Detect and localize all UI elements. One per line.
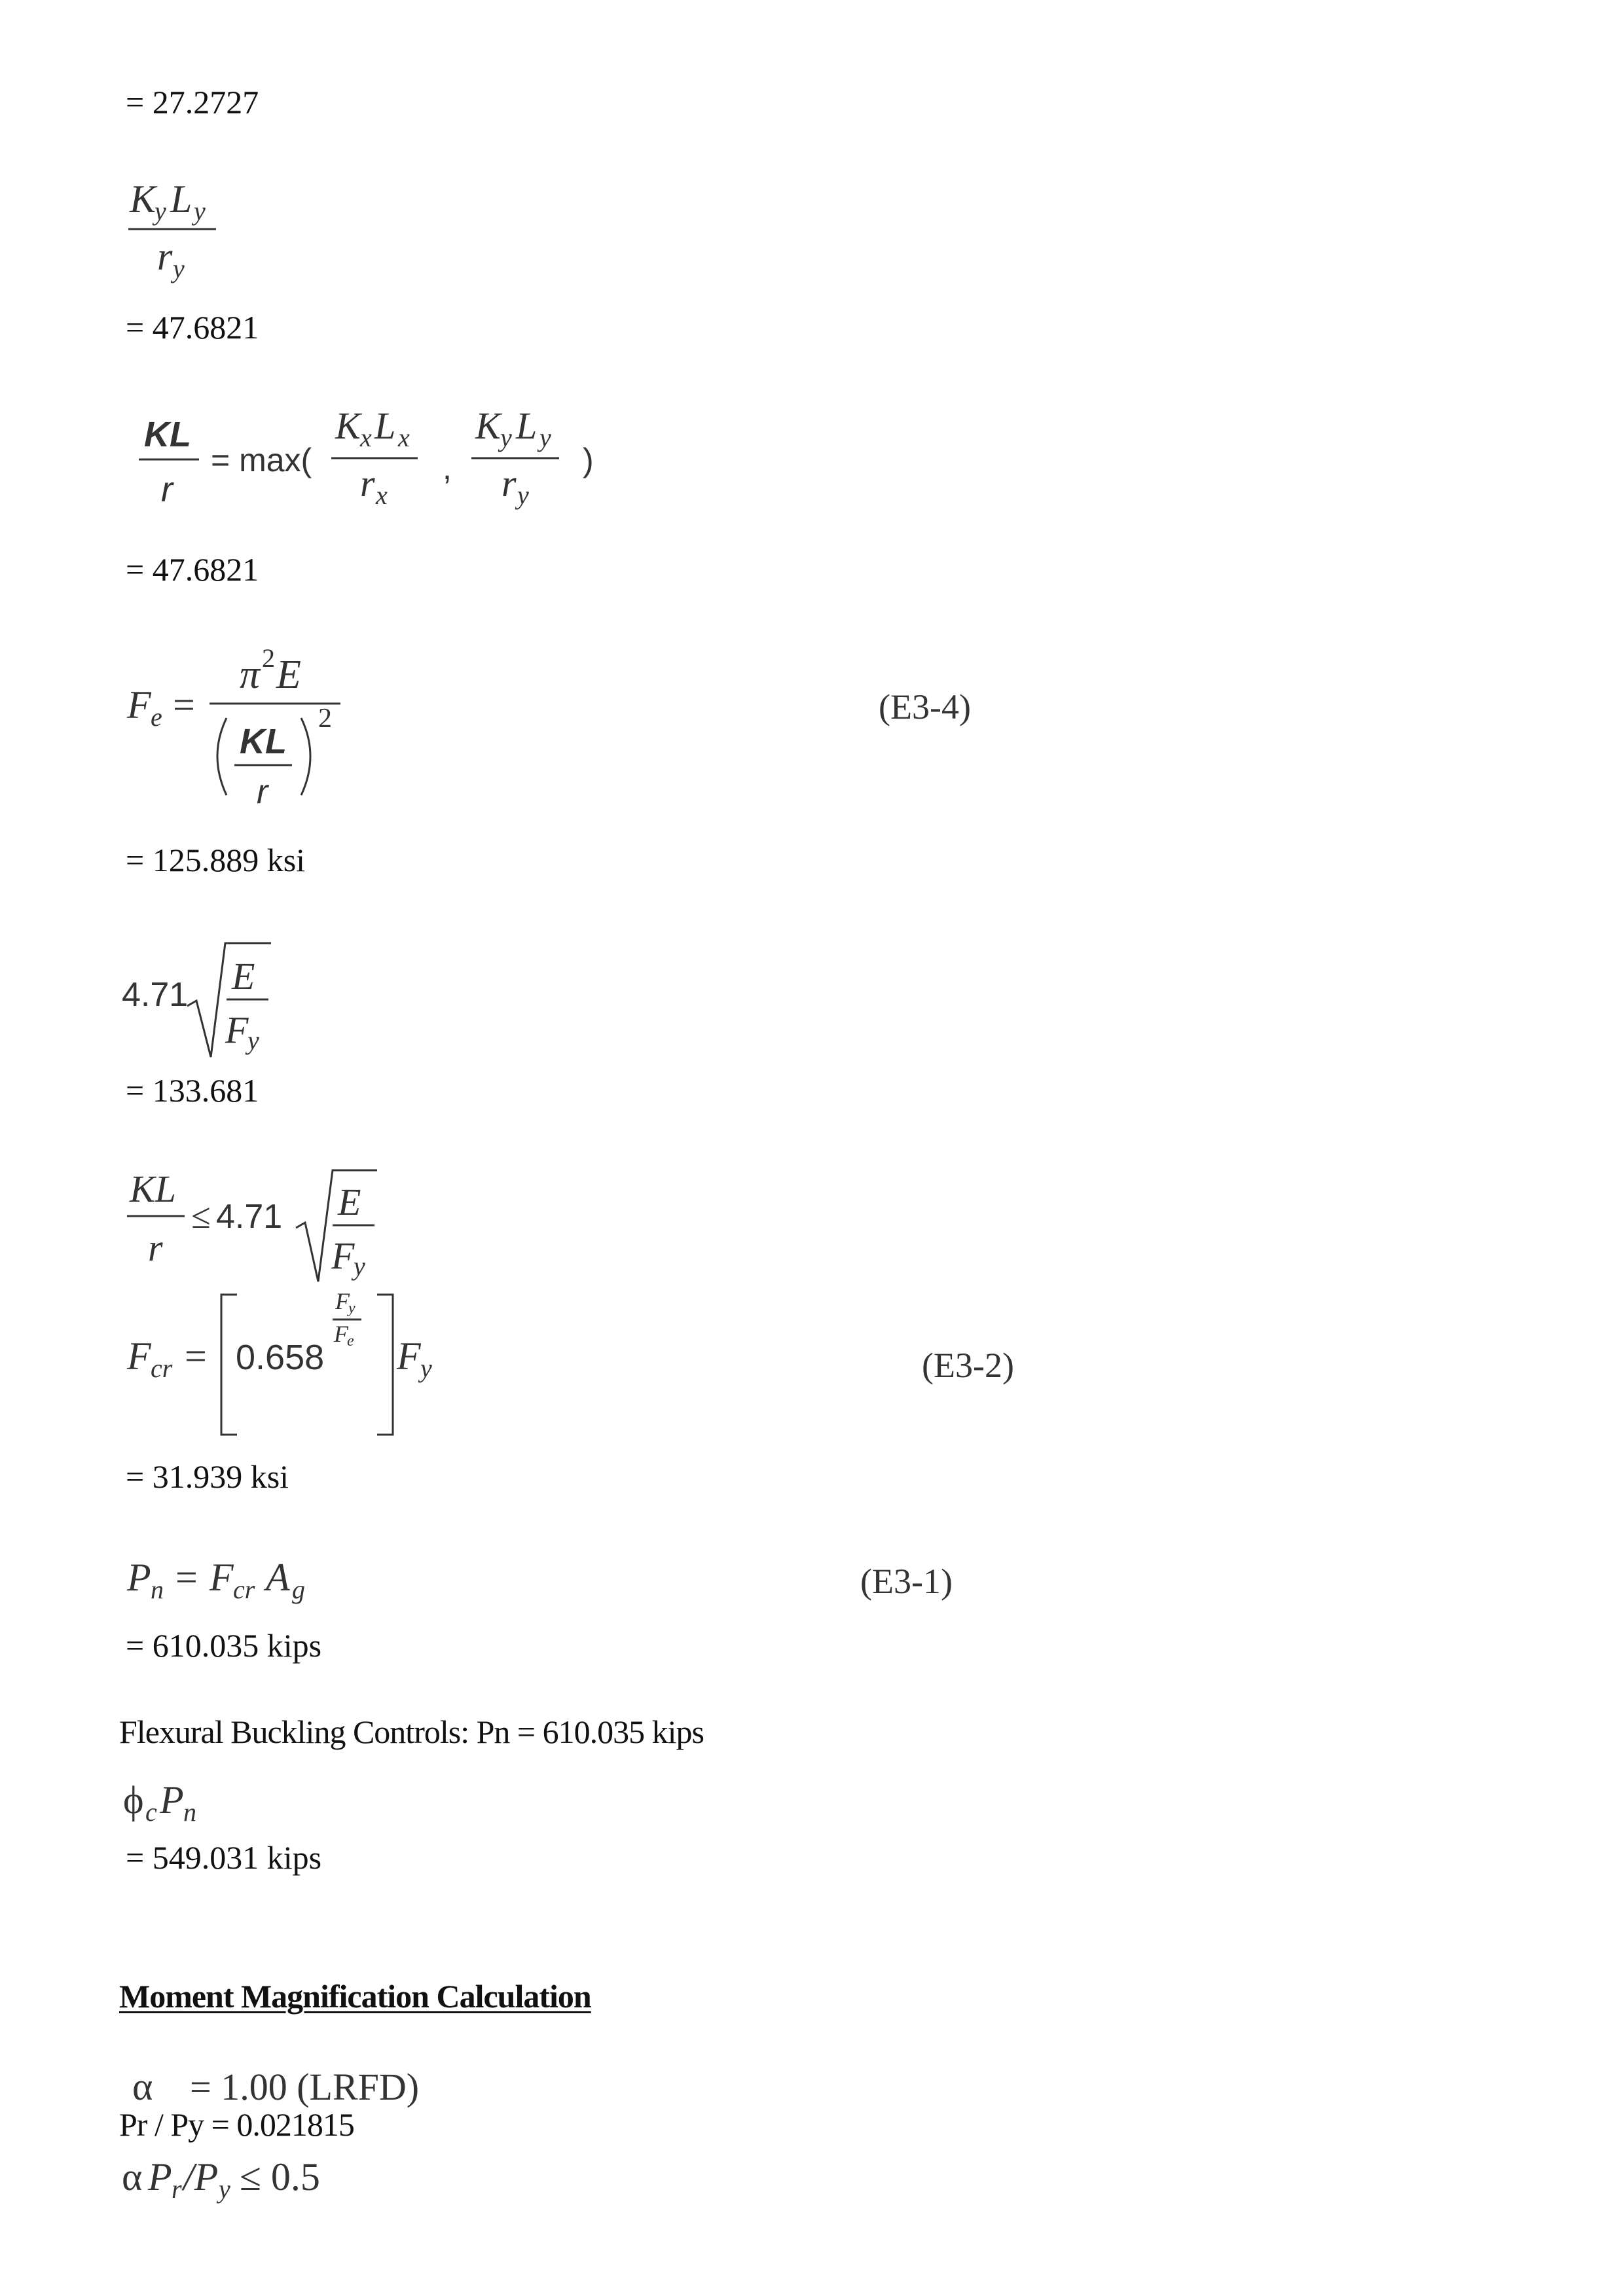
svg-text:e: e [347,1333,354,1350]
svg-text:0.658: 0.658 [236,1338,325,1377]
svg-text:A: A [266,1556,290,1599]
svg-text:g: g [292,1575,305,1604]
svg-text:=: = [175,1556,198,1599]
svg-text:e: e [151,702,162,732]
svg-text:2: 2 [262,643,275,673]
svg-text:/P: /P [183,2155,219,2198]
svg-text:F: F [225,1009,249,1051]
svg-text:P: P [148,2155,172,2198]
svg-text:r: r [360,462,375,505]
svg-text:x: x [376,480,388,510]
svg-text:x: x [398,423,410,452]
svg-text:y: y [539,423,551,452]
svg-text:K: K [130,177,156,221]
svg-text:F: F [127,1335,151,1378]
result-limit: = 133.681 [126,1072,259,1109]
formula-alpha-pr-py [119,2149,355,2215]
svg-text:K: K [335,404,361,447]
result-fcr: = 31.939 ksi [126,1458,289,1495]
svg-text:x: x [360,423,372,452]
result-phi-pn: = 549.031 kips [126,1839,322,1876]
svg-text:n: n [151,1575,164,1604]
svg-text:r: r [257,773,268,811]
svg-text:KL: KL [144,415,191,454]
svg-text:E: E [232,955,255,997]
svg-text:y: y [247,1026,259,1055]
svg-text:r: r [161,470,173,509]
svg-text:y: y [517,480,529,510]
svg-text:L: L [374,404,396,447]
svg-text:y: y [500,423,512,452]
svg-text:≤: ≤ [191,1196,211,1236]
svg-text:α: α [132,2065,153,2108]
svg-text:y: y [173,254,185,283]
formula-kl-r-max [124,406,622,524]
formula-kl-r-le-limit [124,1164,399,1301]
formula-alpha [124,2059,465,2111]
svg-text:=: = [173,683,195,726]
svg-text:r: r [157,235,173,278]
svg-text:π: π [240,653,261,697]
svg-text:4.71: 4.71 [122,976,189,1014]
svg-text:P: P [160,1778,184,1821]
formula-phi-pn [120,1772,225,1838]
svg-text:n: n [183,1797,196,1827]
formula-slenderness-limit [119,933,289,1064]
result-kxlx-rx: = 27.2727 [126,84,259,120]
flexural-buckling-note: Flexural Buckling Controls: Pn = 610.035 kips [119,1713,704,1750]
max-label: = max( [211,442,312,478]
svg-text:L: L [170,177,192,221]
formula-fcr [124,1283,465,1446]
svg-text:F: F [334,1321,348,1347]
svg-text:KL: KL [240,722,287,761]
equation-number-fcr: (E3-2) [922,1346,1014,1385]
formula-kyly-over-ry [124,178,242,296]
svg-text:F: F [335,1288,350,1314]
svg-text:E: E [276,653,301,697]
svg-text:y: y [354,1251,365,1281]
svg-text:y: y [420,1354,432,1383]
svg-text:y: y [155,196,166,226]
svg-text:r: r [501,462,517,505]
svg-text:y: y [348,1300,356,1317]
svg-text:F: F [127,683,151,726]
result-pn: = 610.035 kips [126,1627,322,1664]
result-kyly-ry: = 47.6821 [126,309,259,346]
section-heading: Moment Magnification Calculation [119,1978,591,2015]
svg-text:KL: KL [130,1168,176,1210]
svg-text:P: P [127,1556,151,1599]
svg-text:L: L [516,404,538,447]
svg-text:cr: cr [233,1575,255,1604]
svg-text:y: y [219,2174,230,2204]
svg-text:r: r [172,2174,182,2204]
result-kl-r: = 47.6821 [126,551,259,588]
svg-text:4.71: 4.71 [216,1198,283,1236]
svg-text:F: F [397,1335,421,1378]
svg-text:=: = [185,1335,207,1378]
pr-py-ratio: Pr / Py = 0.021815 [119,2106,354,2143]
svg-text:c: c [145,1797,157,1827]
svg-text:E: E [338,1181,361,1223]
svg-text:r: r [148,1227,163,1269]
svg-text:2: 2 [318,704,332,734]
alpha-value: = 1.00 (LRFD) [190,2066,420,2108]
svg-text:cr: cr [151,1354,173,1383]
svg-text:): ) [583,442,594,478]
svg-text:α: α [122,2155,143,2198]
result-fe: = 125.889 ksi [126,842,306,878]
svg-text:K: K [475,404,501,447]
svg-text:F: F [331,1234,355,1277]
svg-text:y: y [194,196,206,226]
formula-fe [124,645,360,821]
svg-text:,: , [443,450,452,486]
formula-pn [124,1550,347,1615]
equation-number-fe: (E3-4) [879,687,971,726]
svg-text:F: F [210,1556,234,1599]
equation-number-pn: (E3-1) [860,1562,953,1601]
svg-text:ϕ: ϕ [123,1778,144,1821]
svg-text:≤ 0.5: ≤ 0.5 [240,2155,320,2198]
